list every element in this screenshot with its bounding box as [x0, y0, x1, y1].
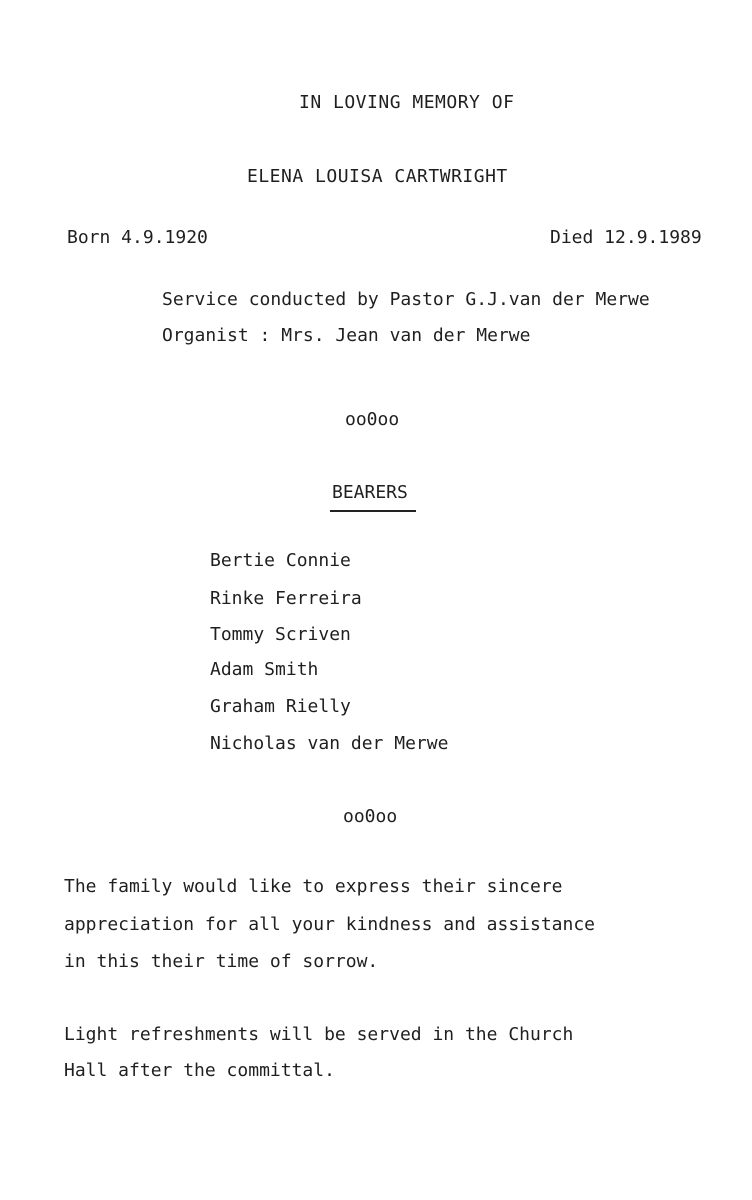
bearer-name: Adam Smith: [210, 659, 319, 680]
bearer-name: Tommy Scriven: [210, 624, 351, 645]
separator-first: oo0oo: [345, 409, 400, 430]
refreshments-line: Hall after the committal.: [64, 1060, 335, 1081]
memory-heading: IN LOVING MEMORY OF: [299, 92, 515, 113]
deceased-name: ELENA LOUISA CARTWRIGHT: [247, 166, 508, 187]
bearer-name: Bertie Connie: [210, 550, 351, 571]
bearer-name: Nicholas van der Merwe: [210, 733, 449, 754]
organist-line: Organist : Mrs. Jean van der Merwe: [162, 325, 531, 346]
bearers-heading-underline: [330, 510, 416, 512]
service-conducted-by: Service conducted by Pastor G.J.van der Merwe: [162, 289, 650, 310]
appreciation-line: appreciation for all your kindness and assistance: [64, 914, 596, 935]
refreshments-line: Light refreshments will be served in the Church: [64, 1024, 574, 1045]
appreciation-line: in this their time of sorrow.: [64, 951, 379, 972]
separator-second: oo0oo: [343, 806, 398, 827]
appreciation-line: The family would like to express their sincere: [64, 876, 563, 897]
bearers-heading: BEARERS: [332, 482, 408, 503]
bearer-name: Rinke Ferreira: [210, 588, 362, 609]
born-date: Born 4.9.1920: [67, 227, 208, 248]
died-date: Died 12.9.1989: [550, 227, 702, 248]
bearer-name: Graham Rielly: [210, 696, 351, 717]
